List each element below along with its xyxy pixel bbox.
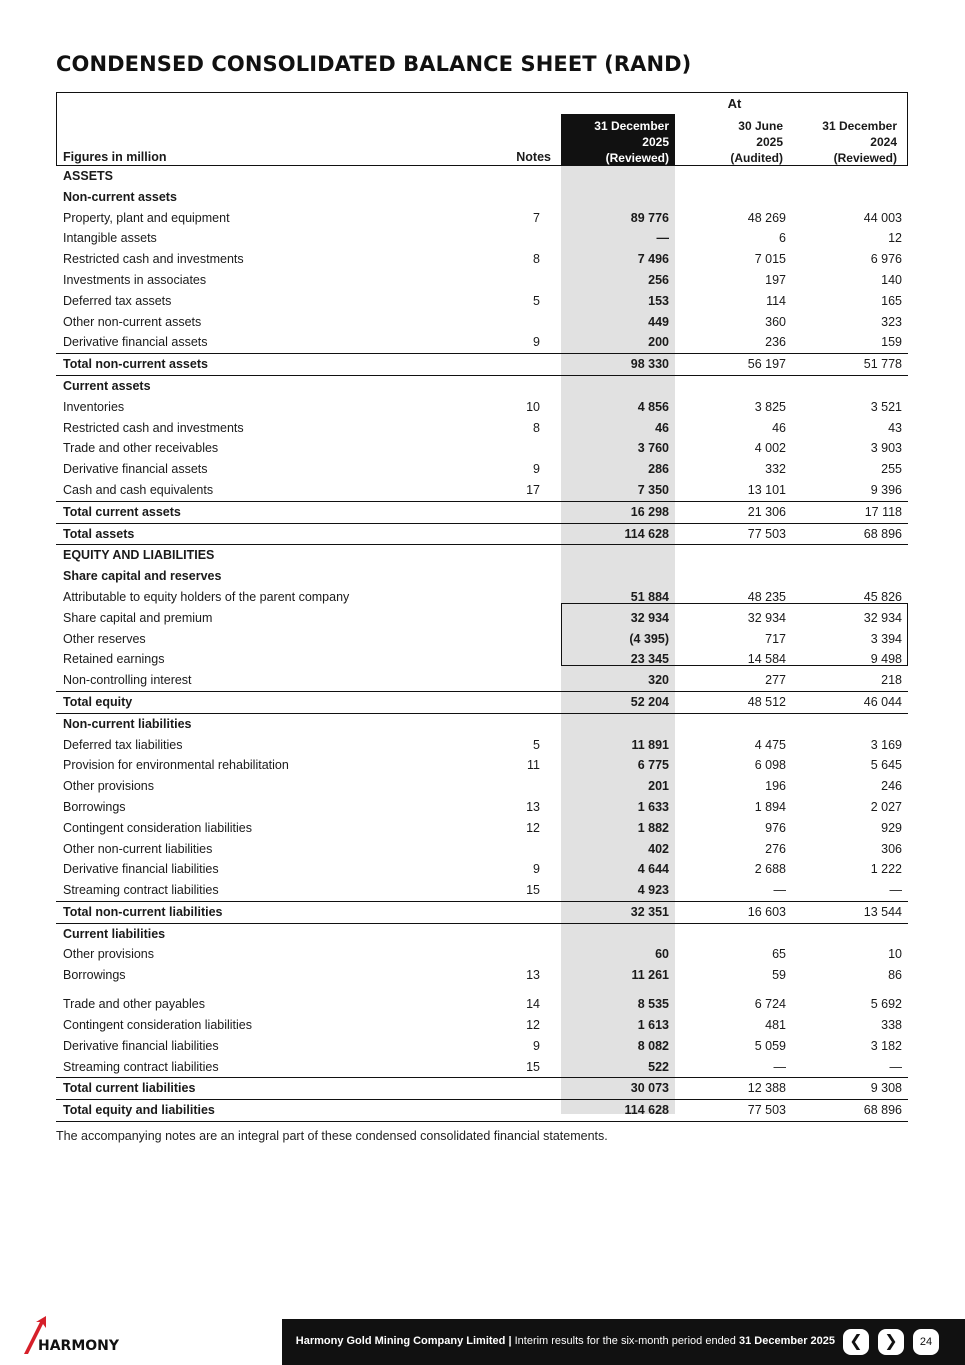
value-jun-2025: 48 512: [747, 694, 786, 709]
row-label: Derivative financial assets: [63, 335, 208, 350]
value-dec-2024: 218: [881, 673, 902, 688]
value-dec-2024: 9 498: [870, 652, 902, 667]
value-dec-2024: 165: [881, 293, 902, 308]
row-label: Cash and cash equivalents: [63, 482, 214, 497]
value-jun-2025: 4 002: [754, 441, 786, 456]
value-jun-2025: 7 015: [754, 252, 786, 267]
header-at: At: [727, 96, 742, 111]
value-dec-2025: 51 884: [630, 589, 669, 604]
table-row: [56, 924, 908, 945]
header-col-jun-2025: [675, 118, 789, 166]
value-dec-2024: 5 692: [870, 997, 902, 1012]
row-label: Contingent consideration liabilities: [63, 820, 253, 835]
row-label: Share capital and premium: [63, 610, 213, 625]
harmony-logo: [20, 1316, 150, 1358]
row-note: 13: [526, 799, 540, 814]
header-col1-line1: 31 December: [594, 119, 669, 133]
row-label: Derivative financial assets: [63, 462, 208, 477]
value-jun-2025: 13 101: [747, 482, 786, 497]
value-dec-2024: —: [889, 883, 902, 898]
table-row: [56, 587, 908, 608]
value-dec-2024: 45 826: [863, 589, 902, 604]
row-note: 17: [526, 482, 540, 497]
value-dec-2024: 3 169: [870, 737, 902, 752]
value-dec-2024: 140: [881, 272, 902, 287]
value-dec-2025: 32 934: [630, 610, 669, 625]
value-jun-2025: 6 724: [754, 997, 786, 1012]
row-label: Total non-current assets: [63, 357, 208, 372]
value-dec-2025: 23 345: [630, 652, 669, 667]
table-row: [56, 208, 908, 229]
row-label: Deferred tax liabilities: [63, 737, 183, 752]
value-dec-2024: 6 976: [870, 252, 902, 267]
table-row: [56, 480, 908, 502]
row-label: Contingent consideration liabilities: [63, 1018, 253, 1033]
row-note: 5: [533, 737, 540, 752]
value-dec-2024: 13 544: [863, 904, 902, 919]
header-col3-line2: 2024: [870, 135, 897, 149]
value-dec-2025: —: [656, 231, 669, 246]
table-row: [56, 1100, 908, 1122]
value-dec-2024: 929: [881, 820, 902, 835]
table-row: [56, 608, 908, 629]
value-dec-2024: 246: [881, 779, 902, 794]
table-row: [56, 776, 908, 797]
balance-sheet-table: [56, 92, 908, 1118]
value-dec-2025: 7 350: [637, 482, 669, 497]
value-dec-2025: 1 613: [637, 1018, 669, 1033]
value-dec-2024: 159: [881, 335, 902, 350]
table-row: [56, 312, 908, 333]
value-dec-2025: 114 628: [624, 526, 669, 541]
row-note: 15: [526, 1059, 540, 1074]
value-jun-2025: 32 934: [747, 610, 786, 625]
page-title: CONDENSED CONSOLIDATED BALANCE SHEET (RAND): [56, 52, 692, 76]
value-jun-2025: 196: [765, 779, 786, 794]
value-jun-2025: 332: [765, 462, 786, 477]
row-note: 9: [533, 862, 540, 877]
value-dec-2025: 4 644: [637, 862, 669, 877]
row-label: Retained earnings: [63, 652, 165, 667]
row-label: Other non-current assets: [63, 314, 202, 329]
header-notes-label: Notes: [516, 150, 551, 164]
table-row: [56, 818, 908, 839]
value-jun-2025: 3 825: [754, 399, 786, 414]
value-jun-2025: —: [773, 883, 786, 898]
value-dec-2024: 44 003: [863, 210, 902, 225]
footnote: The accompanying notes are an integral part of these condensed consolidated financial statements.: [56, 1129, 608, 1143]
footer-separator: |: [505, 1335, 515, 1347]
value-dec-2025: 200: [648, 335, 669, 350]
table-row: [56, 629, 908, 650]
table-row: [56, 1078, 908, 1100]
value-dec-2025: 30 073: [630, 1081, 669, 1096]
value-jun-2025: 717: [765, 631, 786, 646]
row-label: Provision for environmental rehabilitation: [63, 758, 289, 773]
row-label: Total assets: [63, 526, 135, 541]
row-note: 8: [533, 252, 540, 267]
table-row: [56, 332, 908, 354]
value-jun-2025: 12 388: [747, 1081, 786, 1096]
value-dec-2025: 6 775: [637, 758, 669, 773]
value-jun-2025: 59: [772, 968, 786, 983]
row-note: 14: [526, 997, 540, 1012]
footer-period-text: Interim results for the six-month period ended: [514, 1335, 739, 1347]
value-jun-2025: 5 059: [754, 1038, 786, 1053]
table-row: [56, 944, 908, 965]
value-dec-2024: 43: [888, 420, 902, 435]
table-row: [56, 459, 908, 480]
value-dec-2024: 17 118: [864, 504, 902, 519]
row-label: Streaming contract liabilities: [63, 883, 219, 898]
table-row: [56, 1036, 908, 1057]
row-label: Current liabilities: [63, 926, 166, 941]
row-label: Restricted cash and investments: [63, 252, 244, 267]
table-row: [56, 902, 908, 924]
value-jun-2025: 16 603: [747, 904, 786, 919]
header-col1-line3: (Reviewed): [605, 151, 669, 165]
value-dec-2024: 12: [888, 231, 902, 246]
value-jun-2025: 1 894: [754, 799, 786, 814]
row-label: Investments in associates: [63, 272, 207, 287]
row-label: Other provisions: [63, 947, 155, 962]
value-jun-2025: 276: [765, 841, 786, 856]
value-jun-2025: 14 584: [747, 652, 786, 667]
table-row: [56, 438, 908, 459]
value-dec-2025: 1 882: [637, 820, 669, 835]
table-row: [56, 249, 908, 270]
value-jun-2025: 277: [765, 673, 786, 688]
row-note: 8: [533, 420, 540, 435]
value-dec-2024: 5 645: [870, 758, 902, 773]
row-note: 7: [533, 210, 540, 225]
row-label: EQUITY AND LIABILITIES: [63, 548, 215, 563]
value-dec-2025: 11 261: [631, 968, 669, 983]
value-dec-2024: 338: [881, 1018, 902, 1033]
row-note: 13: [526, 968, 540, 983]
row-label: Other provisions: [63, 779, 155, 794]
value-jun-2025: 236: [765, 335, 786, 350]
table-row: [56, 839, 908, 860]
value-jun-2025: 976: [765, 820, 786, 835]
value-dec-2025: 32 351: [630, 904, 669, 919]
value-dec-2025: 449: [648, 314, 669, 329]
value-jun-2025: 360: [765, 314, 786, 329]
row-label: Total equity: [63, 694, 133, 709]
value-jun-2025: 77 503: [747, 526, 786, 541]
header-col2-line1: 30 June: [738, 119, 783, 133]
row-label: Share capital and reserves: [63, 569, 222, 584]
row-label: ASSETS: [63, 169, 114, 183]
prev-page-button[interactable]: ❮: [843, 1329, 869, 1355]
table-row: [56, 228, 908, 249]
table-row: [56, 714, 908, 735]
row-note: 12: [526, 820, 540, 835]
row-label: Borrowings: [63, 968, 126, 983]
row-label: Non-current assets: [63, 189, 177, 204]
value-dec-2025: 7 496: [637, 252, 669, 267]
value-dec-2024: 9 308: [870, 1081, 902, 1096]
row-label: Trade and other receivables: [63, 441, 219, 456]
row-label: Deferred tax assets: [63, 293, 172, 308]
header-col-dec-2024: [789, 118, 903, 166]
header-col3-line3: (Reviewed): [833, 151, 897, 165]
row-note: 5: [533, 293, 540, 308]
row-label: Other reserves: [63, 631, 146, 646]
table-row: [56, 797, 908, 818]
row-label: Restricted cash and investments: [63, 420, 244, 435]
row-label: Total non-current liabilities: [63, 904, 223, 919]
table-row: [56, 545, 908, 566]
value-dec-2024: 51 778: [863, 357, 902, 372]
value-dec-2025: 8 082: [637, 1038, 669, 1053]
row-label: Inventories: [63, 399, 125, 414]
footer-company: Harmony Gold Mining Company Limited: [295, 1335, 506, 1347]
value-jun-2025: 21 306: [747, 504, 786, 519]
header-col3-line1: 31 December: [822, 119, 897, 133]
header-figures-label: Figures in million: [63, 150, 167, 164]
row-label: Current assets: [63, 378, 151, 393]
row-note: 9: [533, 1038, 540, 1053]
value-dec-2024: —: [889, 1059, 902, 1074]
value-dec-2024: 32 934: [863, 610, 902, 625]
table-row: [56, 1057, 908, 1079]
table-row: [56, 735, 908, 756]
row-label: Borrowings: [63, 799, 126, 814]
row-label: Trade and other payables: [63, 997, 205, 1012]
value-jun-2025: 197: [765, 272, 786, 287]
value-dec-2024: 46 044: [863, 694, 902, 709]
value-jun-2025: 6: [779, 231, 786, 246]
table-row: [56, 166, 908, 187]
value-dec-2024: 306: [881, 841, 902, 856]
table-row: [56, 354, 908, 376]
row-note: 9: [533, 462, 540, 477]
value-dec-2024: 3 182: [870, 1038, 902, 1053]
row-label: Streaming contract liabilities: [63, 1059, 219, 1074]
header-col2-line3: (Audited): [730, 151, 783, 165]
row-note: 10: [526, 399, 540, 414]
value-dec-2024: 255: [881, 462, 902, 477]
table-row: [56, 859, 908, 880]
value-dec-2024: 323: [881, 314, 902, 329]
table-row: [56, 566, 908, 587]
row-label: Non-current liabilities: [63, 716, 192, 731]
value-dec-2025: 11 891: [631, 737, 669, 752]
row-label: Other non-current liabilities: [63, 841, 213, 856]
table-row: [56, 270, 908, 291]
row-label: Property, plant and equipment: [63, 210, 230, 225]
row-label: Derivative financial liabilities: [63, 862, 219, 877]
value-jun-2025: 46: [772, 420, 786, 435]
value-dec-2024: 9 396: [870, 482, 902, 497]
value-dec-2025: 153: [648, 293, 669, 308]
value-jun-2025: 114: [766, 293, 786, 308]
value-dec-2025: 201: [648, 779, 669, 794]
value-dec-2025: 522: [648, 1059, 669, 1074]
header-col2-line2: 2025: [756, 135, 783, 149]
value-dec-2025: 60: [655, 947, 669, 962]
value-jun-2025: 77 503: [747, 1103, 786, 1118]
value-dec-2025: 16 298: [630, 504, 669, 519]
value-dec-2025: 46: [655, 420, 669, 435]
row-label: Total current liabilities: [63, 1081, 196, 1096]
value-jun-2025: 4 475: [754, 737, 786, 752]
table-row: [56, 1015, 908, 1036]
value-dec-2024: 10: [888, 947, 902, 962]
table-row: [56, 670, 908, 692]
value-jun-2025: 65: [772, 947, 786, 962]
row-label: Non-controlling interest: [63, 673, 192, 688]
logo-wordmark: HARMONY: [38, 1338, 120, 1354]
value-dec-2025: 114 628: [624, 1103, 669, 1118]
value-dec-2024: 68 896: [863, 526, 902, 541]
value-jun-2025: 2 688: [754, 862, 786, 877]
value-dec-2025: (4 395): [629, 631, 669, 646]
row-note: 12: [526, 1018, 540, 1033]
value-dec-2025: 402: [648, 841, 669, 856]
table-row: [56, 880, 908, 902]
value-dec-2024: 3 521: [870, 399, 902, 414]
table-row: [56, 965, 908, 986]
value-jun-2025: —: [773, 1059, 786, 1074]
table-row: [56, 187, 908, 208]
value-jun-2025: 481: [765, 1018, 786, 1033]
table-body: [56, 166, 908, 1122]
value-dec-2025: 1 633: [637, 799, 669, 814]
next-page-button[interactable]: ❯: [878, 1329, 904, 1355]
table-row: [56, 397, 908, 418]
value-jun-2025: 56 197: [747, 357, 786, 372]
page-number: 24: [913, 1329, 939, 1355]
row-label: Intangible assets: [63, 231, 157, 246]
value-dec-2024: 1 222: [870, 862, 902, 877]
value-dec-2025: 4 923: [637, 883, 669, 898]
footer-text: [296, 1335, 835, 1347]
value-dec-2024: 68 896: [863, 1103, 902, 1118]
table-row: [56, 418, 908, 439]
row-note: 15: [526, 883, 540, 898]
value-dec-2025: 286: [648, 462, 669, 477]
value-dec-2025: 320: [648, 673, 669, 688]
header-col-dec-2025: [561, 118, 675, 166]
value-jun-2025: 48 269: [747, 210, 786, 225]
value-dec-2024: 2 027: [870, 799, 902, 814]
row-note: 11: [527, 758, 540, 773]
row-note: 9: [533, 335, 540, 350]
footer-bar: [282, 1319, 965, 1365]
footer-period-end: 31 December 2025: [738, 1335, 835, 1347]
row-label: Total equity and liabilities: [63, 1103, 215, 1118]
table-row: [56, 524, 908, 546]
table-row: [56, 986, 908, 1015]
value-dec-2025: 4 856: [637, 399, 669, 414]
value-dec-2025: 52 204: [630, 694, 669, 709]
table-row: [56, 649, 908, 670]
table-row: [56, 376, 908, 397]
row-label: Derivative financial liabilities: [63, 1038, 219, 1053]
value-dec-2025: 98 330: [630, 357, 669, 372]
value-dec-2025: 8 535: [637, 997, 669, 1012]
value-dec-2024: 3 903: [870, 441, 902, 456]
table-row: [56, 502, 908, 524]
table-row: [56, 755, 908, 776]
value-dec-2025: 89 776: [630, 210, 669, 225]
table-row: [56, 291, 908, 312]
value-jun-2025: 6 098: [754, 758, 786, 773]
header-col1-line2: 2025: [642, 135, 669, 149]
value-dec-2024: 86: [888, 968, 902, 983]
value-dec-2024: 3 394: [870, 631, 902, 646]
value-jun-2025: 48 235: [747, 589, 786, 604]
row-label: Attributable to equity holders of the parent company: [63, 589, 350, 604]
table-row: [56, 692, 908, 714]
value-dec-2025: 3 760: [637, 441, 669, 456]
value-dec-2025: 256: [648, 272, 669, 287]
row-label: Total current assets: [63, 504, 181, 519]
